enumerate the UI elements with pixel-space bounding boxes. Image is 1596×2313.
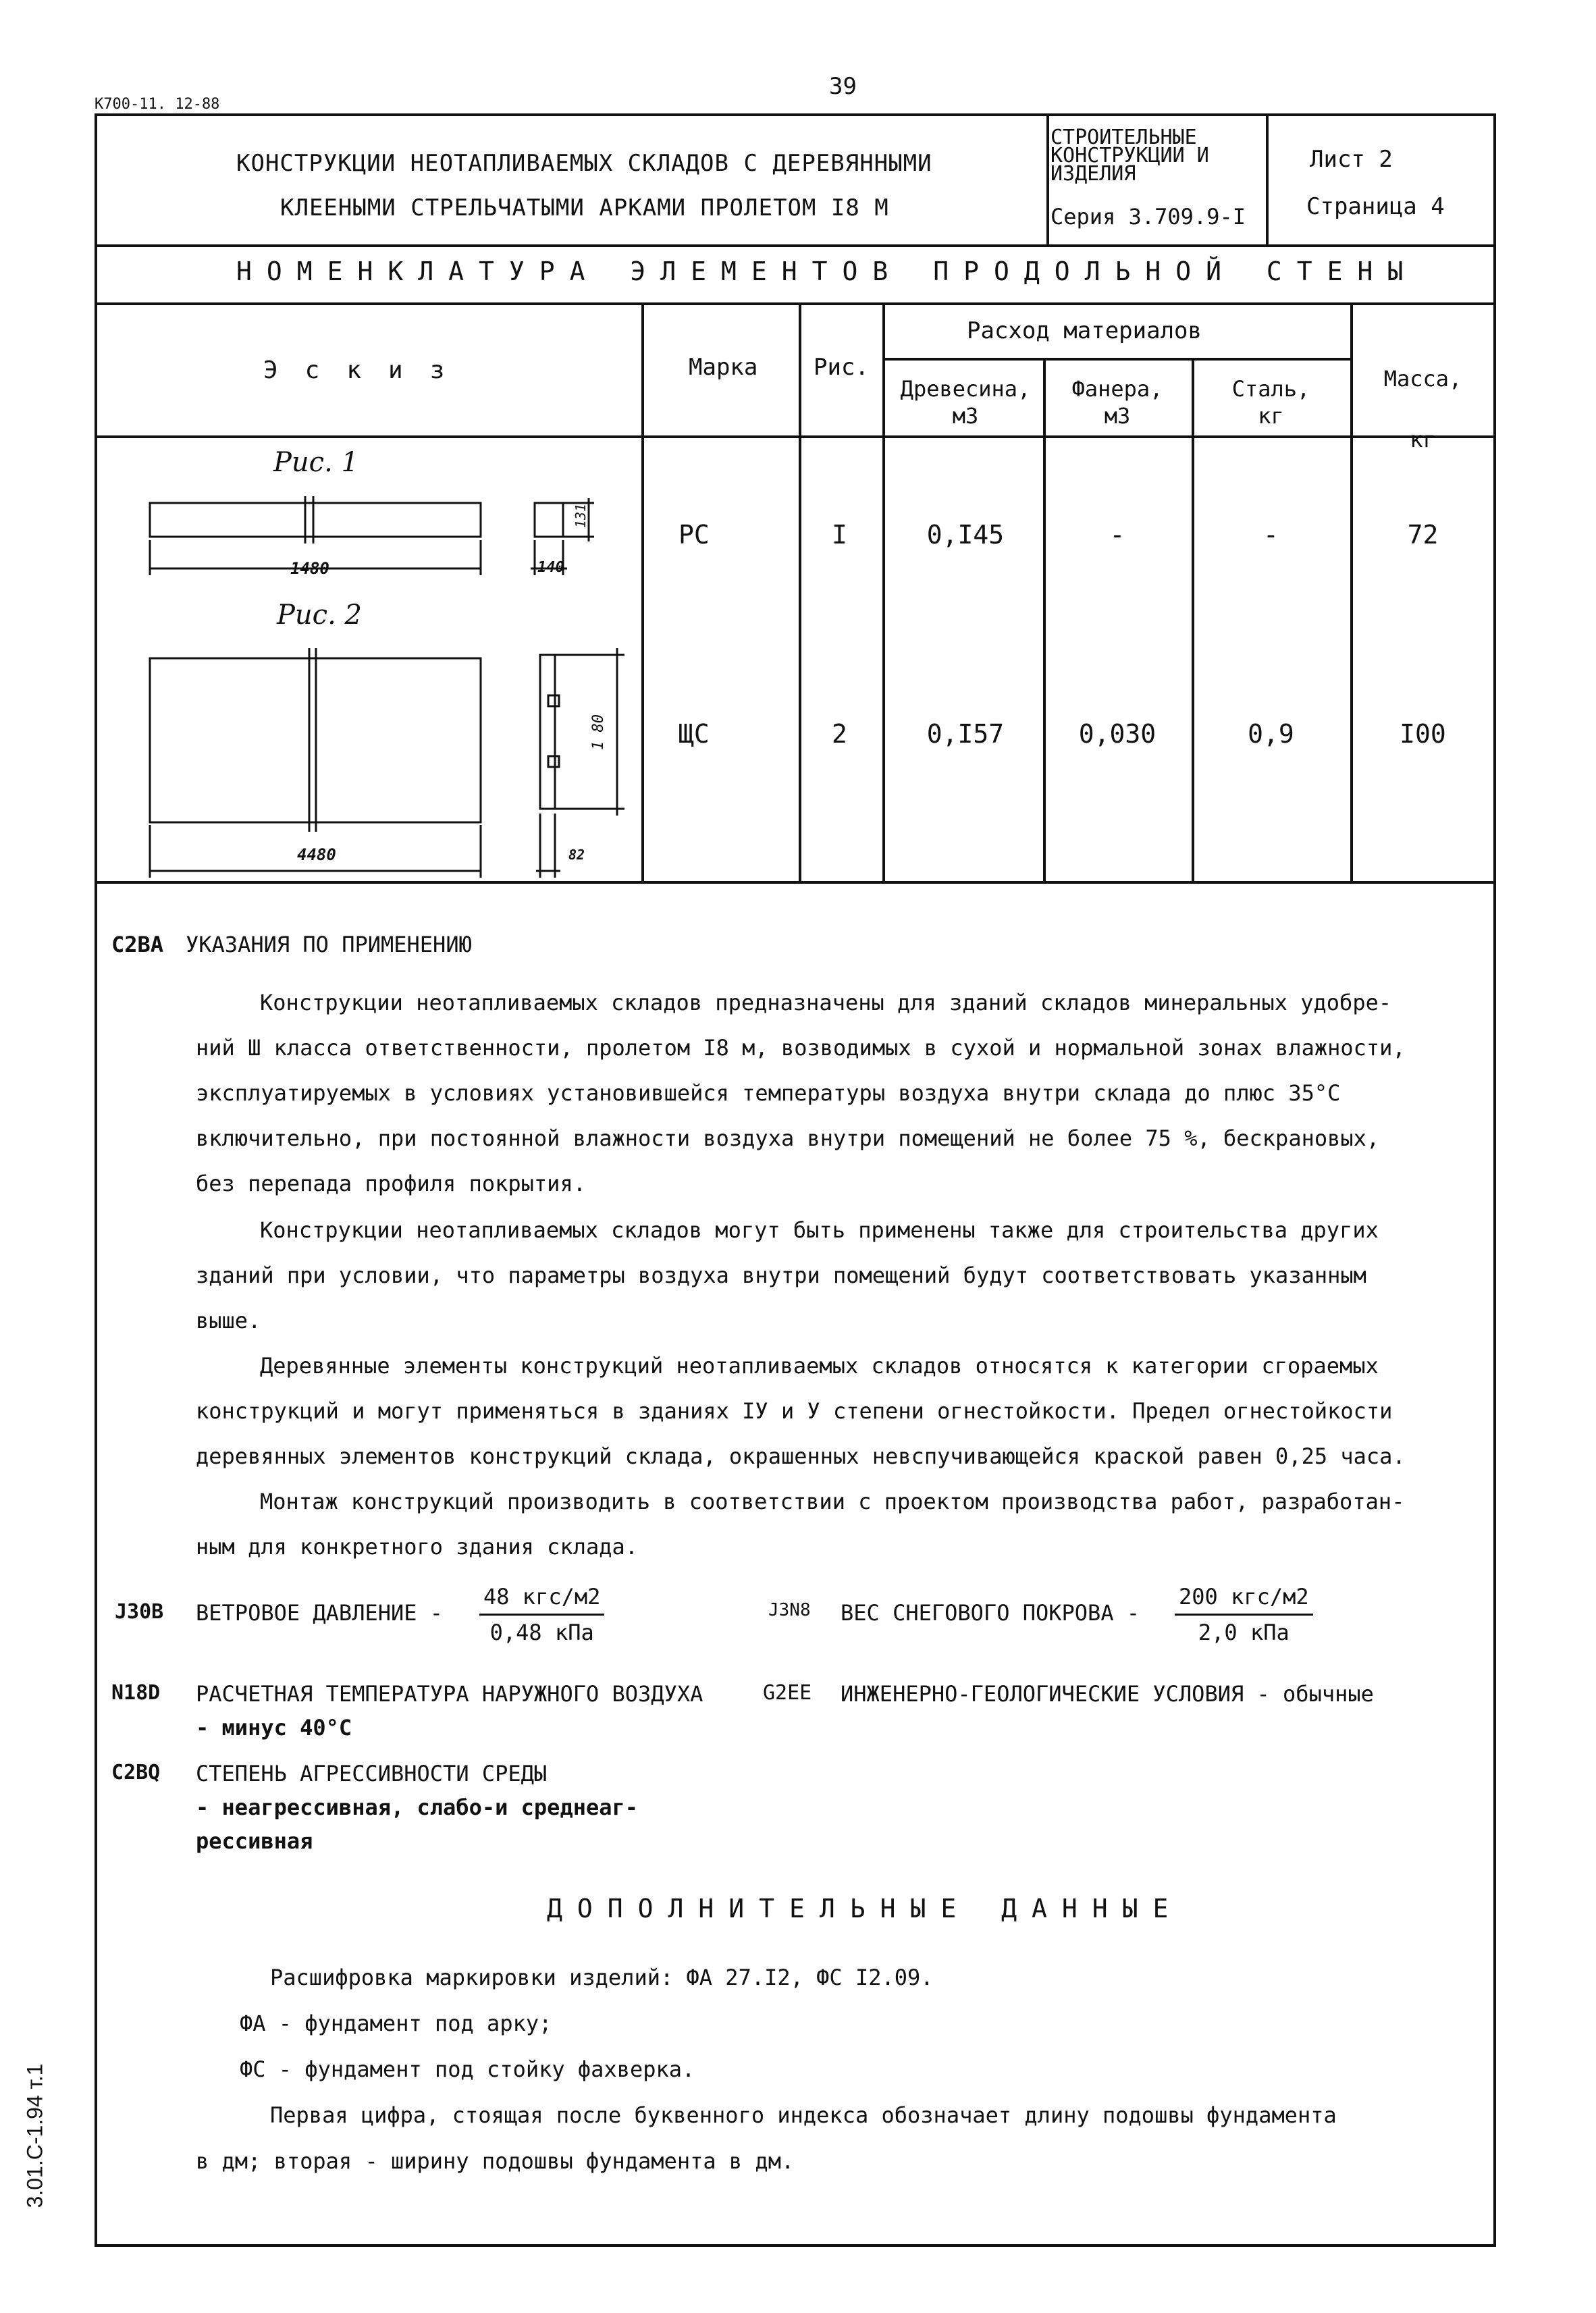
usage-p2-line3: выше.: [196, 1308, 261, 1333]
side-stamp: 3.01.С-1.94 т.1: [22, 2063, 47, 2208]
fig2-section-rib: [548, 695, 559, 706]
fig2-label: Рис. 2: [277, 600, 362, 631]
usage-p1-line2: ний Ш класса ответственности, пролетом I8 м, возводимых в сухой и нормальной зонах влажности,: [196, 1035, 1406, 1061]
fig2-length-dim: 4480: [297, 845, 336, 864]
usage-heading: УКАЗАНИЯ ПО ПРИМЕНЕНИЮ: [186, 932, 472, 957]
snow-code: J3N8: [768, 1600, 811, 1620]
col-sketch: Эскиз: [263, 356, 472, 384]
row1-mark: РС: [679, 520, 710, 550]
col-steel-label: Сталь,: [1231, 376, 1310, 402]
temp-code: N18D: [111, 1681, 161, 1705]
wind-value: [479, 1580, 604, 1649]
temp-value: - минус 40°С: [196, 1715, 352, 1740]
additional-fs: ФС - фундамент под стойку фахверка.: [240, 2056, 695, 2082]
row1-steel: -: [1263, 520, 1279, 550]
row2-wood: 0,I57: [926, 719, 1005, 749]
col-plywood-unit: м3: [1104, 403, 1131, 429]
additional-fa: ФА - фундамент под арку;: [240, 2011, 552, 2036]
fig1-panel: [150, 503, 481, 537]
wind-value-kgs: 48 кгс/м2: [479, 1580, 604, 1616]
title-line-2: КЛЕЕНЫМИ СТРЕЛЬЧАТЫМИ АРКАМИ ПРОЛЕТОМ I8 М: [280, 194, 889, 221]
usage-p3-line2: конструкций и могут применяться в зданиях IУ и У степени огнестойкости. Предел огнестойкости: [196, 1398, 1393, 1424]
usage-p3-line3: деревянных элементов конструкций склада, окрашенных невспучивающейся краской равен 0,25 часа.: [196, 1443, 1406, 1469]
col-steel-unit: кг: [1258, 403, 1284, 429]
additional-decode: Расшифровка маркировки изделий: ФА 27.I2, ФС I2.09.: [270, 1965, 934, 1990]
page-number: 39: [829, 73, 857, 100]
row1-wood: 0,I45: [926, 520, 1005, 550]
usage-p1-line3: эксплуатируемых в условиях установившейся температуры воздуха внутри склада до плюс 35°С: [196, 1080, 1341, 1106]
row2-fig: 2: [832, 719, 847, 749]
usage-p4-line2: ным для конкретного здания склада.: [196, 1534, 639, 1560]
additional-note-2: в дм; вторая - ширину подошвы фундамента в дм.: [196, 2148, 795, 2174]
usage-p1-line1: Конструкции неотапливаемых складов предназначены для зданий складов минеральных удобре-: [260, 990, 1392, 1015]
usage-p1-line5: без перепада профиля покрытия.: [196, 1171, 586, 1196]
category-line-1: СТРОИТЕЛЬНЫЕ: [1050, 126, 1197, 149]
row2-steel: 0,9: [1248, 719, 1294, 749]
fig1-label: Рис. 1: [273, 447, 358, 478]
fig1-section: [535, 503, 563, 537]
col-wood-unit: м3: [952, 403, 979, 429]
fig1-width-dim-text: 140: [537, 559, 564, 576]
fig1-height-dim-text: 131: [573, 503, 589, 529]
fig2-width-dim-text: 82: [568, 847, 585, 863]
temp-label: РАСЧЕТНАЯ ТЕМПЕРАТУРА НАРУЖНОГО ВОЗДУХА: [196, 1681, 703, 1707]
geo-code: G2EE: [763, 1681, 812, 1705]
fig1-length-dim: 1480: [290, 559, 329, 578]
snow-value-kpa: 2,0 кПа: [1198, 1620, 1289, 1645]
nomenclature-heading: НОМЕНКЛАТУРА ЭЛЕМЕНТОВ ПРОДОЛЬНОЙ СТЕНЫ: [236, 257, 1418, 286]
usage-p3-line1: Деревянные элементы конструкций неотапливаемых складов относятся к категории сгораемых: [260, 1353, 1379, 1379]
snow-value-kgs: 200 кгс/м2: [1175, 1580, 1313, 1616]
col-wood-label: Древесина,: [900, 376, 1031, 402]
row2-mass: I00: [1400, 719, 1446, 749]
col-fig: Рис.: [814, 354, 869, 381]
col-mass-unit: кг: [1410, 427, 1436, 452]
aggr-line-2: рессивная: [196, 1828, 313, 1854]
usage-p2-line1: Конструкции неотапливаемых складов могут быть применены также для строительства других: [260, 1217, 1379, 1243]
additional-note-1: Первая цифра, стоящая после буквенного индекса обозначает длину подошвы фундамента: [270, 2102, 1337, 2128]
wind-label: ВЕТРОВОЕ ДАВЛЕНИЕ -: [196, 1600, 444, 1626]
snow-value: [1175, 1580, 1313, 1649]
aggr-label: СТЕПЕНЬ АГРЕССИВНОСТИ СРЕДЫ: [196, 1761, 548, 1786]
fig2-section: [540, 655, 555, 809]
row2-plywood: 0,030: [1078, 719, 1156, 749]
usage-p2-line2: зданий при условии, что параметры воздуха внутри помещений будут соответствовать указанным: [196, 1262, 1366, 1288]
category-line-2: КОНСТРУКЦИИ И: [1050, 144, 1209, 167]
sheet: Лист 2: [1310, 146, 1393, 173]
row1-plywood: -: [1109, 520, 1125, 550]
usage-code: C2BA: [111, 932, 164, 957]
category-line-3: ИЗДЕЛИЯ: [1050, 162, 1136, 186]
col-plywood-label: Фанера,: [1071, 376, 1163, 402]
snow-label: ВЕС СНЕГОВОГО ПОКРОВА -: [841, 1600, 1140, 1626]
page-label: Страница 4: [1306, 193, 1445, 220]
aggr-line-1: - неагрессивная, слабо-и среднеаг-: [196, 1794, 639, 1820]
series: Серия 3.709.9-I: [1050, 204, 1246, 230]
usage-p1-line4: включительно, при постоянной влажности воздуха внутри помещений не более 75 %, бескрановых,: [196, 1125, 1380, 1151]
row1-mass: 72: [1407, 520, 1439, 550]
geo-label: ИНЖЕНЕРНО-ГЕОЛОГИЧЕСКИЕ УСЛОВИЯ - обычные: [841, 1681, 1374, 1707]
wind-code: J30B: [115, 1600, 164, 1624]
col-materials: Расход материалов: [967, 317, 1202, 344]
doc-code: К700-11. 12-88: [95, 96, 220, 113]
col-mass-label: Масса,: [1383, 366, 1462, 392]
aggr-code: C2BQ: [111, 1761, 161, 1784]
wind-value-kpa: 0,48 кПа: [489, 1620, 594, 1645]
col-mark: Марка: [689, 354, 758, 381]
additional-heading: ДОПОЛНИТЕЛЬНЫЕ ДАННЫЕ: [547, 1894, 1183, 1923]
fig2-height-dim-text: 1 80: [589, 714, 607, 750]
title-line-1: КОНСТРУКЦИИ НЕОТАПЛИВАЕМЫХ СКЛАДОВ С ДЕРЕВЯННЫМИ: [236, 150, 932, 177]
fig2-section-rib: [548, 756, 559, 767]
usage-p4-line1: Монтаж конструкций производить в соответствии с проектом производства работ, разработан-: [260, 1489, 1405, 1514]
row2-mark: ЩС: [679, 719, 710, 749]
row1-fig: I: [832, 520, 847, 550]
